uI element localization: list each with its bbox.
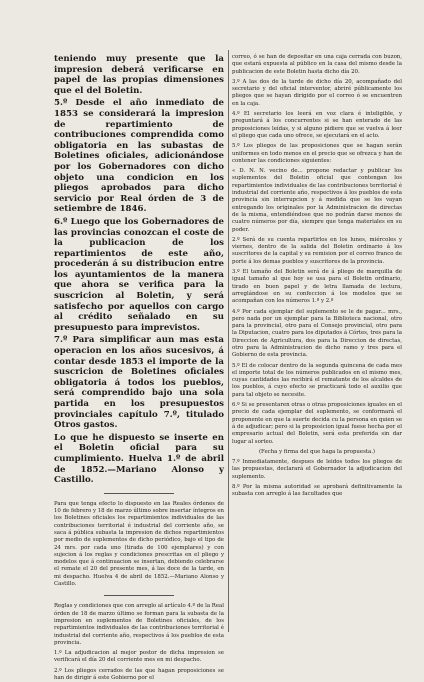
separator-line: [104, 595, 174, 596]
small-paragraph: 5.º Los pliegos de las proposiciones que se hagan serán uniformes en todo menos en el precio que se ofrezca y han de contener las condiciones siguientes:: [232, 143, 402, 164]
small-paragraph: 5.º El de colocar dentro de la segunda quincena de cada mes el importe total de los números publicados en el mismo mes, cuyas cantidades las recibirá el rematante de los alcaldes de los pueblos, á cuyo efecto se practicará todo el auxilio que para tal objeto se necesite.: [232, 362, 402, 398]
small-paragraph: Reglas y condiciones que con arreglo al artículo 4.º de la Real órden de 18 de marzo último se forman para la subasta de la impresion en suplementos de Boletines oficiales, de los repartimientos individuales de las contribuciones territorial é industrial del corriente año, respectivos á los pueblos de esta provincia.: [54, 603, 224, 646]
separator-line: [104, 493, 174, 494]
small-paragraph: 6.º Si se presentaren otras o otras proposiciones iguales en el precio de cada ejemplar del suplemento, se conformará el proponente en que la suerte decida cu la persona en quien se á de adjudicar; pero si la proposicion igual fuese hecha por el empresario actual del Boletin, será esta preferida sin dar lugar al sorteo.: [232, 402, 402, 445]
small-paragraph: 2.º Los pliegos cerrados de las que hagan proposiciones se han de dirigir á este Gobierno por el: [54, 667, 224, 681]
small-paragraph: 4.º El secretario los leerá en voz clara é inteligible, y preguntará á los concurrentes si se han enterado de las proposiciones leídas, y si alguno pidiere que se vuelva á leer el pliego que cada uno ofrece, se ejecutará en el acto.: [232, 111, 402, 139]
small-paragraph: « D. N. N. vecino de... propone redactar y publicar los suplementos del Boletin oficial que contengan los repartimientos individuales de las contribuciones territorial é industrial del corriente año, respectivos á los pueblos de esta provincia sin interrupcion y á medida que se los vayan entregando los originales por la Administracion de directas de la misma, entendiéndose que no podrán darse menos de cuatro números por día, siempre que tenga materiales en su poder.: [232, 168, 402, 233]
small-paragraph: Para que tenga efecto lo dispuesto en las Reales órdenes de 10 de febrero y 18 de marzo último sobre insertar íntegros en los Boletines oficiales los repartimientos individuales de las contribuciones territorial é industrial del corriente año, se saca á pública subasta la impresion de dichos repartimientos por medio de suplementos de dicho periódico, bajo el tipo de 24 mrs. por cada uno (tirada de 100 ejemplares) y con sujecion á los reglas y condiciones prescritas en el pliego y modelos que á continuacion se insertan, debiendo celebrarse el remate el 20 del presente mes, á las doce de la tarde, en mi despacho. Huelva 4 de abril de 1852.—Mariano Alonso y Castillo.: [54, 500, 224, 588]
small-paragraph: 3.º A las dos de la tarde de dicho día 20, acompañado del secretario y del oficial interventor, abriré públicamente los pliegos que se hayan dirigido por el correo ó se encuentren en la caja.: [232, 78, 402, 107]
left-column: [54, 54, 224, 681]
bold-paragraph: Lo que he dispuesto se inserte en el Boletin oficial para su cumplimiento. Huelva 1.º de abril de 1852.—Mariano Alonso y Castillo.: [54, 432, 224, 486]
small-paragraph: correo, ó se han de depositar en una caja cerrada con buzon, que estará expuesta al público en la casa del mismo desde la publicacion de este Boletin hasta dicho día 20.: [232, 54, 402, 75]
bold-paragraph: teniendo muy presente que la impresion deberá verificarse en papel de las propias dimensiones que el del Boletin.: [54, 54, 224, 96]
bold-paragraph: 5.º Desde el año inmediato de 1853 se considerará la impresion de repartimiento de contribuciones comprendida como obligatoria en las subastas de Boletines oficiales, adicionándose por los Gobernadores con dicho objeto una condicion en los pliegos aprobados para dicho servicio por Real órden de 3 de setiembre de 1846.: [54, 98, 224, 215]
small-paragraph: 4.º Por cada ejemplar del suplemento se le de pagar... mrs., pero nada por un ejemplar para la Biblioteca nacional, otro para la provincial, otro para el Consejo provincial, otro para la Diputacion, cuatro para los diputados á Córtes, tres para la Direccion de Agricultura, dos para la Direccion de directas, otro para la Administracion de dicho ramo y tres para el Gobierno de esta provincia.: [232, 308, 402, 359]
bold-paragraph: 7.º Para simplificar aun mas esta operacion en los años sucesivos, á contar desde 1853 el importe de la suscricion de Boletines oficiales obligatoria á todos los pueblos, será comprendido bajo una sola partida en los presupuestos provinciales capítulo 7.º, titulado Otros gastos.: [54, 335, 224, 431]
small-paragraph: 2.º Será de su cuenta repartirlos en los lunes, miércoles y viernes, dentro de la salida del Boletin ordinario á los suscritores de la capital y su remision por el correo franco de porte á los demas pueblos y suscritores de la provincia.: [232, 236, 402, 265]
small-paragraph: 7.º Inmediatamente, despues de leidos todos los pliegos de las propuestas, declarará el Gobernador la adjudicacion del suplemento.: [232, 459, 402, 480]
small-paragraph: (Fecha y firma del que haga la propuesta.): [258, 448, 376, 455]
right-column: [232, 54, 402, 630]
small-paragraph: 1.º La adjudicacion al mejor postor de dicha impresion se verificará el día 20 del corriente mes en mi despacho.: [54, 650, 224, 664]
small-paragraph: 3.º El tamaño del Boletin será de á pliego de marquilla de igual tamaño al que hoy se usa para el Boletin ordinario, tirado en buen papel y de letra llamada de lectura, arreglándose en su confeccion á los modelos que se acompañan con los números 1.º y 2.º: [232, 269, 402, 305]
small-paragraph: 8.º Por la misma autoridad se aprobará definitivamente la subasta con arreglo á las facultades que: [232, 484, 402, 498]
column-divider: [228, 50, 229, 632]
bold-paragraph: 6.º Luego que los Gobernadores de las provincias conozcan el coste de la publicacion de los repartimientos de este año, procederán á su distribucion entre los ayuntamientos de la manera que ahora se verifica para la suscricion al Boletin, y será satisfecho por aquellos con cargo al crédito señalado en su presupuesto para imprevistos.: [54, 216, 224, 333]
